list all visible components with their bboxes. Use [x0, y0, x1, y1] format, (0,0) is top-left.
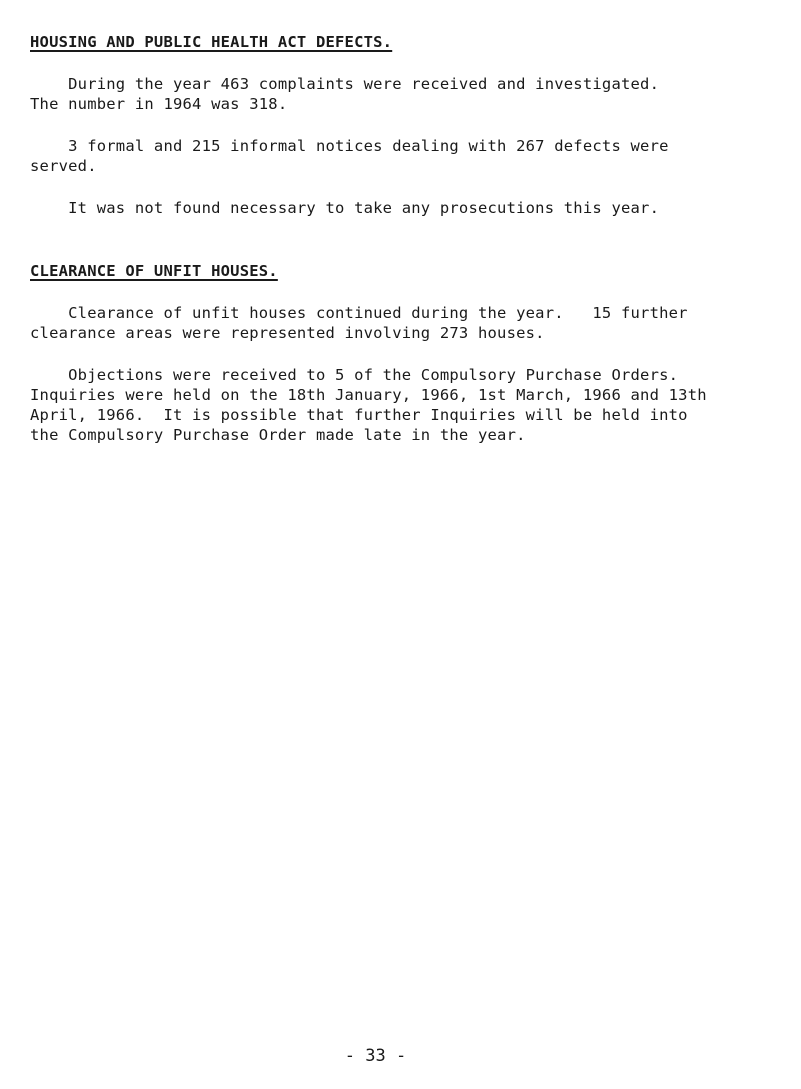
page-number [0, 1046, 801, 1066]
housing-defects-heading: HOUSING AND PUBLIC HEALTH ACT DEFECTS. [30, 33, 393, 51]
page-number-text: - 33 - [344, 1046, 407, 1066]
prosecutions-paragraph: It was not found necessary to take any prosecutions this year. [30, 199, 660, 217]
notices-paragraph: 3 formal and 215 informal notices dealing with 267 defects were served. [30, 137, 669, 175]
clearance-paragraph: Clearance of unfit houses continued during the year. 15 further clearance areas were represented involving 273 houses. [30, 304, 688, 342]
clearance-heading: CLEARANCE OF UNFIT HOUSES. [30, 262, 278, 280]
document-page [30, 32, 780, 445]
objections-paragraph: Objections were received to 5 of the Compulsory Purchase Orders. Inquiries were held on the 18th January, 1966, 1st March, 1966 and 13th April, 1966. It is possible that further Inquiries will be held into the Compulsory Purchase Order made late in the year. [30, 366, 707, 444]
complaints-paragraph: During the year 463 complaints were received and investigated. The number in 1964 was 318. [30, 75, 660, 113]
